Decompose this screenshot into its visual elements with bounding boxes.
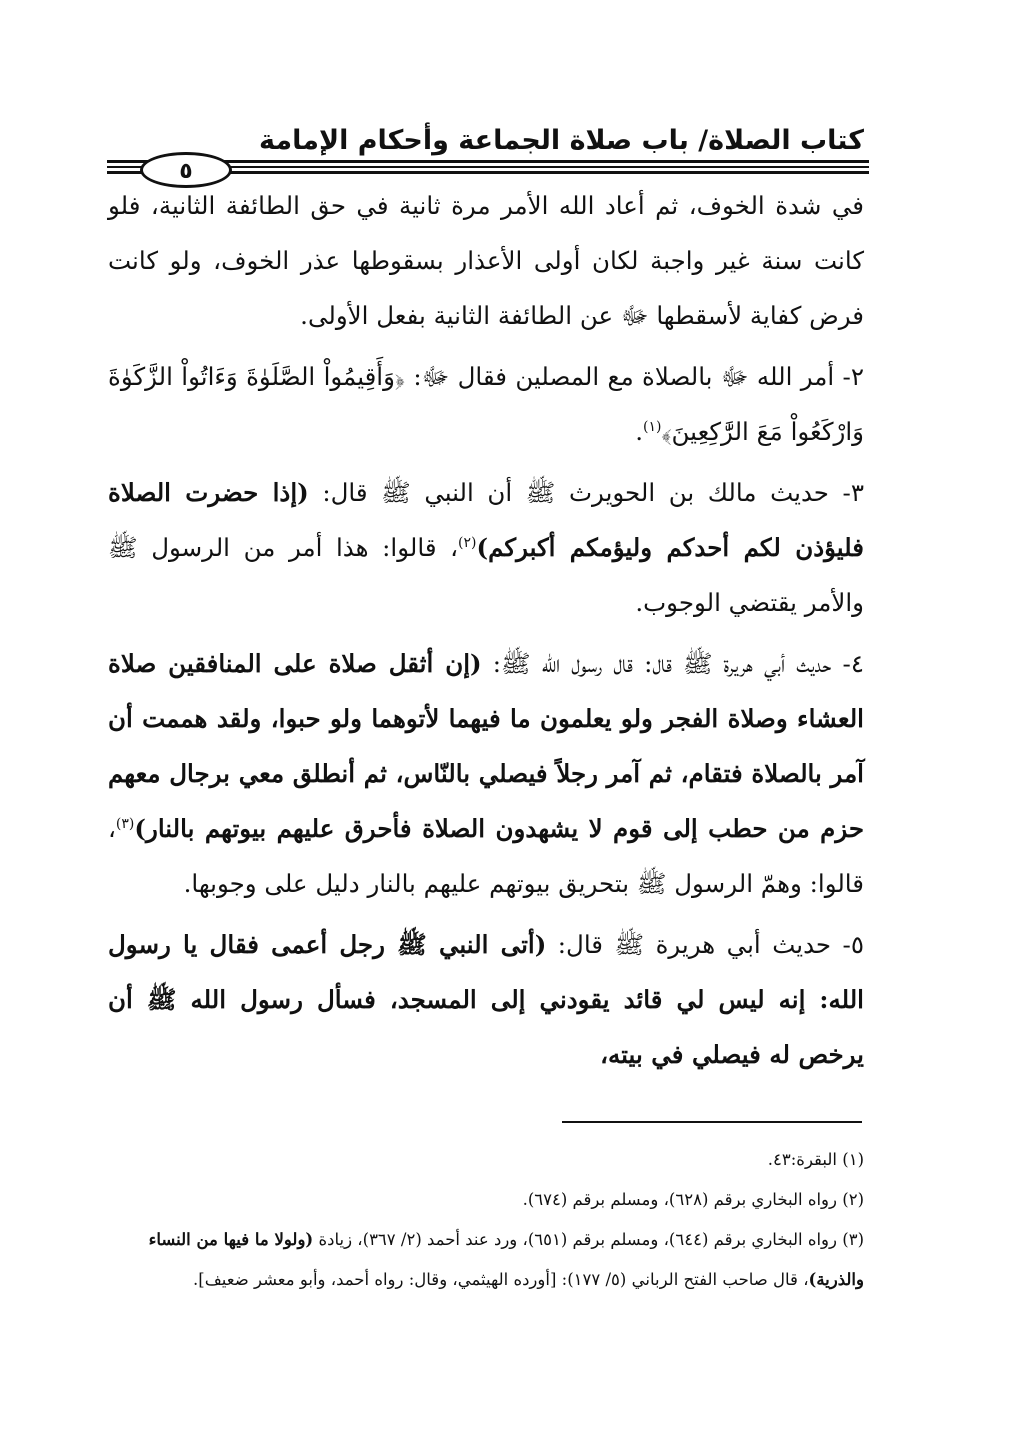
paragraph-4-end: ، قالوا: وهمّ الرسول ﷺ بتحريق بيوتهم عليهم بالنار دليل على وجوبها.	[108, 814, 864, 898]
paragraph-3	[108, 465, 864, 630]
paragraph-1: في شدة الخوف، ثم أعاد الله الأمر مرة ثانية في حق الطائفة الثانية، فلو كانت سنة غير واجبة لكان أولى الأعذار بسقوطها عذر الخوف، ولو كانت فرض كفاية لأسقطها ﷻ عن الطائفة الثانية بفعل الأولى.	[108, 191, 864, 330]
hadith-text-4: (إن أثقل صلاة على المنافقين صلاة العشاء وصلاة الفجر ولو يعلمون ما فيهما لأتوهما ولو حبوا، ولقد هممت أن آمر بالصلاة فتقام، ثم آمر رجلاً فيصلي بالنّاس، ثم أنطلق معي برجال معهم حزم من حطب إلى قوم لا يشهدون الصلاة فأحرق عليهم بيوتهم بالنار)	[108, 649, 864, 843]
footnote-1: (١) البقرة:٤٣.	[767, 1150, 864, 1169]
paragraph-2-intro: ٢- أمر الله ﷻ بالصلاة مع المصلين فقال ﷻ:	[405, 362, 864, 391]
hadith-text-5: (أتى النبي ﷺ رجل أعمى فقال يا رسول الله: إنه ليس لي قائد يقودني إلى المسجد، فسأل رسول الله ﷺ أن يرخص له فيصلي في بيته،	[108, 930, 864, 1069]
footnote-3-start: (٣) رواه البخاري برقم (٦٤٤)، ومسلم برقم (٦٥١)، ورد عند أحمد (٢/ ٣٦٧)، زيادة	[313, 1230, 864, 1249]
paragraph-2	[108, 349, 864, 459]
footnote-3	[108, 1220, 864, 1300]
paragraph-4-intro: ٤- حديث أبي هريرة ﷺ قال: قال رسول الله ﷺ:	[481, 649, 864, 678]
paragraph-3-intro: ٣- حديث مالك بن الحويرث ﷺ أن النبي ﷺ قال:	[308, 478, 864, 507]
paragraph-5-intro: ٥- حديث أبي هريرة ﷺ قال:	[546, 930, 865, 959]
paragraph-4	[108, 636, 864, 911]
main-text	[108, 178, 864, 1082]
paragraph-3-end: ، قالوا: هذا أمر من الرسول ﷺ والأمر يقتضي الوجوب.	[108, 533, 864, 617]
footnotes	[108, 1140, 864, 1300]
page-number: ٥	[140, 152, 232, 188]
hadith-text-3: (إذا حضرت الصلاة فليؤذن لكم أحدكم وليؤمكم أكبركم)	[108, 478, 864, 562]
footnote-separator	[562, 1121, 862, 1123]
footnote-3-end: ، قال صاحب الفتح الرباني (٥/ ١٧٧): [أورده الهيثمي، وقال: رواه أحمد، وأبو معشر ضعيف].	[193, 1270, 809, 1289]
footnote-ref-2: (٢)	[458, 534, 477, 551]
quran-verse: ﴿وَأَقِيمُواْ الصَّلَوٰةَ وَءَاتُواْ الزَّكَوٰةَ وَارْكَعُواْ مَعَ الرَّٰكِعِينَ﴾	[108, 362, 864, 446]
footnote-ref-3: (٣)	[115, 815, 135, 832]
footnote-ref-1: (١)	[642, 418, 662, 435]
running-header: كتاب الصلاة/ باب صلاة الجماعة وأحكام الإمامة	[259, 125, 864, 156]
paragraph-2-end: .	[635, 417, 643, 446]
paragraph-5	[108, 917, 864, 1082]
footnote-2: (٢) رواه البخاري برقم (٦٢٨)، ومسلم برقم (٦٧٤).	[522, 1190, 864, 1209]
footnote-3-bold: (ولولا ما فيها من النساء والذرية)	[148, 1230, 864, 1289]
